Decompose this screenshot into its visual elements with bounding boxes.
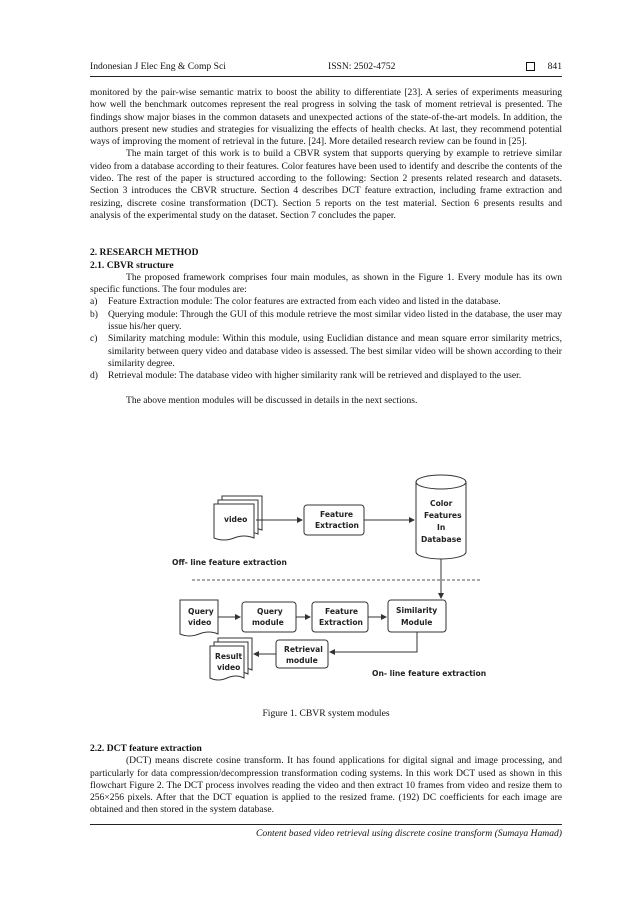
list-text: Retrieval module: The database video with higher similarity rank will be retrieved and displayed to the user. bbox=[108, 370, 522, 382]
list-label: b) bbox=[90, 308, 98, 320]
qm-label-2: module bbox=[252, 618, 284, 627]
fe2-label-2: Extraction bbox=[319, 618, 363, 627]
sim-label-1: Similarity bbox=[396, 606, 438, 615]
feature-extraction-box bbox=[304, 505, 364, 535]
subsection-heading: 2.1. CBVR structure bbox=[90, 259, 174, 271]
db-label-2: Features bbox=[424, 511, 462, 520]
dct-paragraph: (DCT) means discrete cosine transform. It has found applications for digital signal and image processing, and particularly for data compression/decompression transformation coding systems. In this work DCT used as shown in this flowchart Figure 2. The DCT process involves reading the video and then extract 10 frames from video and resize them to 256×256 pixels. After that the DCT equation is applied to the resized frame. (192) DC coefficients for each image are obtained and then stored in the system database. bbox=[90, 755, 562, 816]
cbvr-diagram bbox=[172, 470, 494, 692]
intro-paragraph-2: The main target of this work is to build a CBVR system that supports querying by example to retrieve similar video from a database according to their features. Color features have been used to identify and describe the contents of the video. The rest of the paper is structured according to the following: Section 2 presents related research and datasets. Section 3 introduces the CBVR structure. Section 4 describes DCT feature extraction, including frame extraction and resizing, discrete cosine transformation (DCT). Section 5 reports on the test material. Section 6 presents results and analysis of the experimental study on the dataset. Section 7 concludes the paper. bbox=[90, 148, 562, 221]
retrieval-module-box bbox=[276, 640, 328, 668]
list-label: c) bbox=[90, 333, 98, 345]
fe2-label-1: Feature bbox=[325, 607, 359, 616]
page-number: 841 bbox=[547, 61, 562, 72]
ret-label-1: Retrieval bbox=[284, 645, 323, 654]
section-2-2 bbox=[90, 743, 562, 817]
database-cylinder bbox=[416, 475, 466, 559]
online-label: On- line feature extraction bbox=[372, 669, 487, 678]
rv-label-2: video bbox=[217, 663, 241, 672]
offline-label: Off- line feature extraction bbox=[172, 558, 287, 567]
db-label-4: Database bbox=[421, 535, 462, 544]
checkbox-icon bbox=[526, 62, 535, 71]
list-label: a) bbox=[90, 296, 98, 308]
qm-label-1: Query bbox=[257, 607, 283, 616]
arrow bbox=[330, 632, 417, 652]
db-label-1: Color bbox=[430, 499, 453, 508]
figure-caption: Figure 1. CBVR system modules bbox=[262, 708, 390, 719]
list-item bbox=[90, 309, 562, 334]
video-label: video bbox=[224, 515, 248, 524]
section-heading: 2. RESEARCH METHOD bbox=[90, 247, 199, 259]
fe-label-2: Extraction bbox=[315, 521, 359, 530]
qv-label-2: video bbox=[188, 618, 212, 627]
modules-note: The above mention modules will be discussed in details in the next sections. bbox=[126, 394, 418, 406]
sim-label-2: Module bbox=[401, 618, 433, 627]
video-document bbox=[214, 496, 262, 540]
list-item bbox=[90, 296, 562, 308]
subsection-heading: 2.2. DCT feature extraction bbox=[90, 743, 202, 754]
db-label-3: In bbox=[437, 523, 446, 532]
intro-paragraph-1: monitored by the pair-wise semantic matrix to boost the ability to differentiate [23]. A series of experiments measuring how well the benchmark outcomes represent the real progress in solving the task of moment retrieval is presented. The findings show major biases in the common datasets and unexpected actions of the state-of-the-art models. In addition, the authors present new studies and strategies for visualizing the effects of health checks. At last, they recommend potential ways of improving the moment of retrieval in the future. [24]. More detailed research review can be found in [25]. bbox=[90, 87, 562, 148]
module-list bbox=[90, 296, 562, 382]
result-video-document bbox=[210, 638, 252, 680]
list-text: Querying module: Through the GUI of this module retrieve the most similar video listed in the database, the user may issue his/her query. bbox=[108, 308, 562, 333]
list-item bbox=[90, 333, 562, 370]
list-label: d) bbox=[90, 370, 98, 382]
similarity-module-box bbox=[388, 600, 446, 632]
query-video-document bbox=[180, 600, 218, 636]
journal-name: Indonesian J Elec Eng & Comp Sci bbox=[90, 61, 226, 72]
issn: ISSN: 2502-4752 bbox=[328, 61, 396, 72]
running-header bbox=[90, 60, 562, 77]
list-text: Feature Extraction module: The color features are extracted from each video and listed in the database. bbox=[108, 296, 501, 308]
qv-label-1: Query bbox=[188, 607, 214, 616]
fe-label-1: Feature bbox=[320, 510, 354, 519]
cbvr-paragraph: The proposed framework comprises four main modules, as shown in the Figure 1. Every module has its own specific functions. The four modules are: bbox=[90, 271, 562, 296]
rv-label-1: Result bbox=[215, 652, 243, 661]
running-footer: Content based video retrieval using discrete cosine transform (Sumaya Hamad) bbox=[90, 824, 562, 839]
body-text bbox=[90, 87, 562, 407]
list-item bbox=[90, 370, 562, 382]
ret-label-2: module bbox=[286, 656, 318, 665]
diagram-svg bbox=[172, 470, 494, 692]
feature-extraction-box-online bbox=[312, 602, 368, 632]
query-module-box bbox=[242, 602, 296, 632]
list-text: Similarity matching module: Within this module, using Euclidian distance and mean square error similarity metrics, similarity between query video and database video is assessed. The best similar video will be shown according to their similarity degree. bbox=[108, 333, 562, 369]
